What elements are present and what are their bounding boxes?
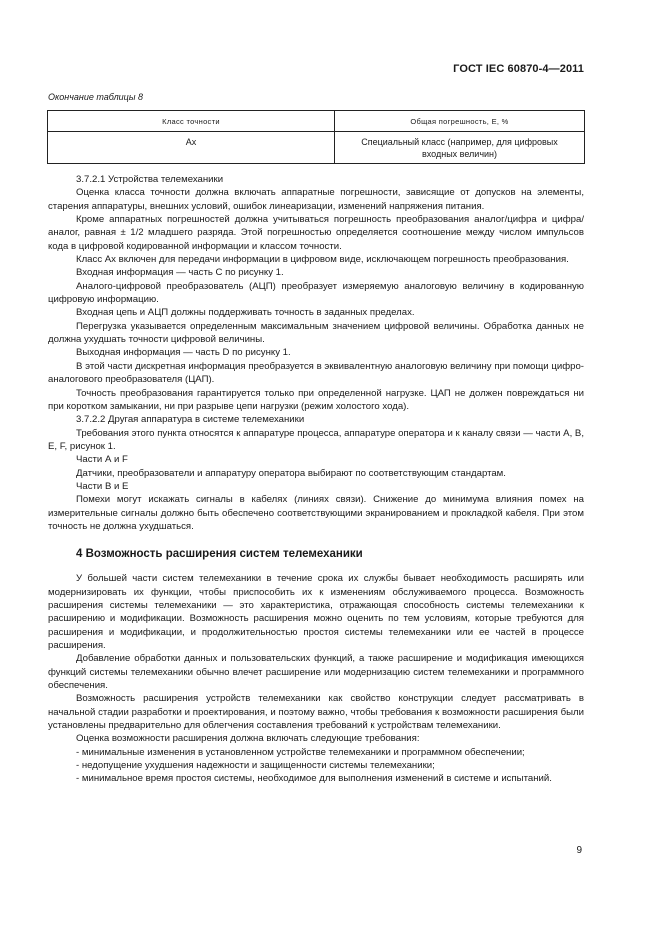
list-item: - недопущение ухудшения надежности и защищенности системы телемеханики; — [76, 760, 435, 772]
paragraph: Части В и Е — [76, 480, 129, 492]
paragraph: Части А и F — [76, 454, 128, 466]
paragraph: Оценка класса точности должна включать аппаратные погрешности, зависящие от допусков на элементы, старения аппаратуры, внешних условий, ошибок линеаризации, изменений напряжения питания. — [48, 187, 584, 212]
paragraph: Выходная информация — часть D по рисунку 1. — [76, 347, 291, 359]
table-caption: Окончание таблицы 8 — [48, 92, 143, 102]
paragraph: Перегрузка указывается определенным максимальным значением цифровой величины. Обработка данных не должна ухудшать точности цифровой величины. — [48, 320, 584, 346]
paragraph: Помехи могут искажать сигналы в кабелях (линиях связи). Снижение до минимума влияния помех на измерительные сигналы должно быть обеспечено соответствующими экранированием и прокладкой кабеля. При этом точность не должна ухудшаться. — [48, 494, 584, 532]
paragraph: Точность преобразования гарантируется только при определенной нагрузке. ЦАП не должен повреждаться ни при коротком замыкании, ни при разрыве цепи нагрузки (режим холостого хода). — [48, 387, 584, 412]
standard-code: ГОСТ IEC 60870-4—2011 — [453, 63, 584, 75]
header-total-error: Общая погрешность, E, % — [335, 111, 585, 132]
paragraph: Датчики, преобразователи и аппаратуру оператора выбирают по соответствующим стандартам. — [76, 467, 506, 479]
list-item: - минимальные изменения в установленном устройстве телемеханики и программном обеспечении; — [76, 746, 525, 758]
paragraph: Аналого-цифровой преобразователь (АЦП) преобразует измеряемую аналоговую величину в кодированную цифровую информацию. — [48, 280, 584, 306]
subclause-heading-3-7-2-1: 3.7.2.1 Устройства телемеханики — [76, 174, 224, 185]
table-row — [48, 132, 585, 164]
subclause-heading-3-7-2-2: 3.7.2.2 Другая аппаратура в системе телемеханики — [76, 414, 305, 426]
paragraph: Возможность расширения устройств телемеханики как свойство конструкции следует рассматривать в начальной стадии разработки и проектирования, и поэтому важно, чтобы требования к возможности расширения были установлены предварительно для облегчения составления требований к устройствам телемеханики. — [48, 693, 584, 732]
cell-total-error: Специальный класс (например, для цифровых входных величин) — [335, 132, 585, 164]
list-item: - минимальное время простоя системы, необходимое для выполнения изменений в системе и испытаний. — [76, 773, 552, 785]
accuracy-class-table — [47, 110, 585, 164]
cell-accuracy-class: Ax — [48, 132, 335, 164]
table-header-row — [48, 111, 585, 132]
paragraph: У большей части систем телемеханики в течение срока их службы бывает необходимость расширять или модернизировать их функции, чтобы приспособить их к изменениям обслуживаемого процесса. Возможность расширения системы телемеханики — это характеристика, отражающая способность системы телемеханики к расширению и модификации. Возможность расширения можно оценить по тем условиям, которые требуются для расширения и модификации, и продолжительностью простоя системы телемеханики или ее частей в процессе расширения. — [48, 573, 584, 651]
header-accuracy-class: Класс точности — [48, 111, 335, 132]
paragraph: Класс Ах включен для передачи информации в цифровом виде, исключающем погрешность преобразования. — [76, 254, 569, 266]
paragraph: Входная информация — часть С по рисунку 1. — [76, 267, 284, 279]
paragraph: В этой части дискретная информация преобразуется в эквивалентную аналоговую величину при помощи цифро-аналогового преобразователя (ЦАП). — [48, 360, 584, 386]
paragraph: Кроме аппаратных погрешностей должна учитываться погрешность преобразования аналог/цифра и цифра/аналог, равная ± 1/2 младшего разряда. Этой погрешностью определяется соотношение между числом импульсов кода в цифровой кодированной информации и классом точности. — [48, 214, 584, 252]
paragraph: Входная цепь и АЦП должны поддерживать точность в заданных пределах. — [76, 307, 415, 319]
paragraph: Оценка возможности расширения должна включать следующие требования: — [76, 733, 420, 745]
body-text — [48, 173, 584, 786]
paragraph: Требования этого пункта относятся к аппаратуре процесса, аппаратуре оператора и к каналу связи — части А, В, Е, F, рисунок 1. — [48, 427, 584, 452]
page-number: 9 — [576, 845, 582, 856]
section-title: 4 Возможность расширения систем телемеханики — [76, 548, 363, 561]
paragraph: Добавление обработки данных и пользовательских функций, а также расширение и модификация имеющихся функций системы телемеханики обычно влечет расширение или модернизацию систем телемеханики и программного обеспечения. — [48, 653, 584, 692]
